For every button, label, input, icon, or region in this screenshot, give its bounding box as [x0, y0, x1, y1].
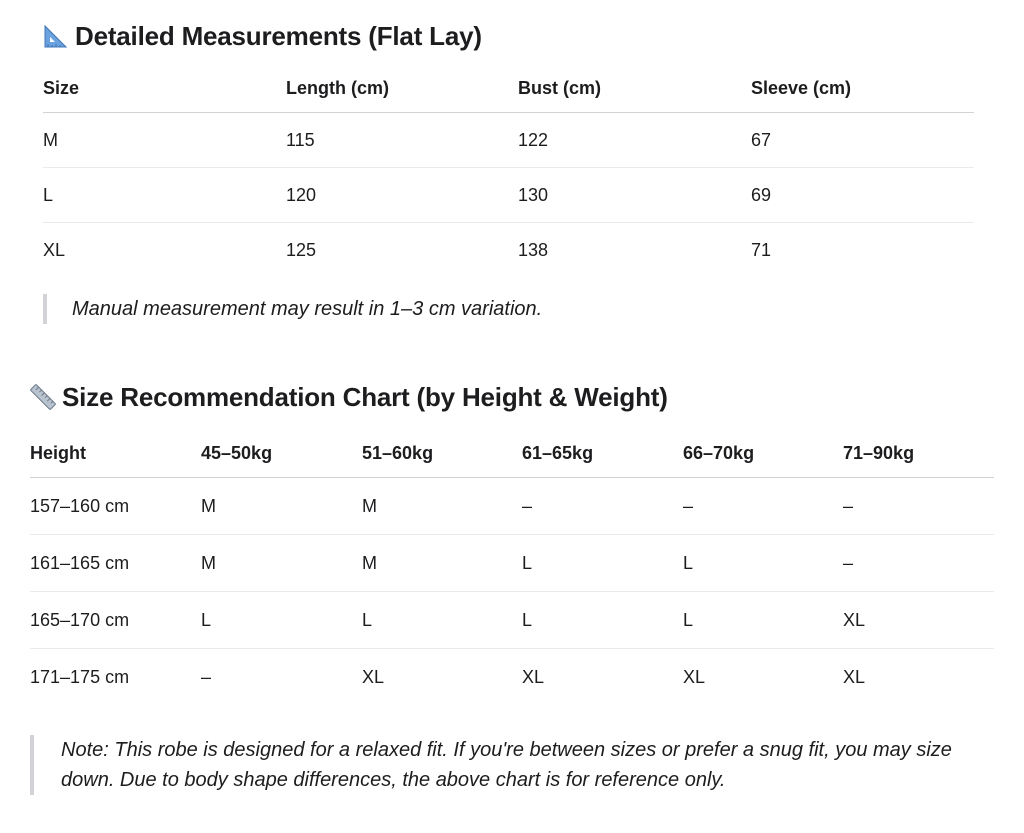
recommendation-header-row — [30, 429, 994, 478]
table-cell: XL — [43, 239, 66, 260]
table-cell: 71 — [751, 239, 772, 260]
measurements-heading — [43, 18, 974, 54]
table-cell: 138 — [518, 239, 549, 260]
measurements-title: Detailed Measurements (Flat Lay) — [75, 20, 482, 51]
table-cell: 120 — [286, 168, 518, 223]
table-cell: M — [43, 113, 286, 168]
table-cell: M — [362, 535, 522, 592]
table-cell: 67 — [751, 113, 974, 168]
table-cell: 122 — [518, 113, 751, 168]
table-cell: – — [843, 535, 994, 592]
table-cell: – — [522, 478, 683, 535]
table-cell: XL — [843, 592, 994, 649]
column-header: Bust (cm) — [518, 65, 751, 113]
fit-note: Note: This robe is designed for a relaxed fit. If you're between sizes or prefer a snug fit, you may size down. Due to body shape differences, the above chart is for reference only. — [30, 735, 991, 795]
table-cell: L — [201, 592, 362, 649]
column-header: 66–70kg — [683, 429, 843, 478]
column-header: 61–65kg — [522, 429, 683, 478]
recommendation-title: Size Recommendation Chart (by Height & Weight) — [62, 381, 668, 412]
table-cell: 125 — [286, 239, 317, 260]
table-cell: 130 — [518, 168, 751, 223]
column-header: 51–60kg — [362, 429, 522, 478]
table-row — [30, 535, 994, 592]
table-cell: 157–160 cm — [30, 478, 201, 535]
table-row — [43, 168, 974, 223]
table-row — [30, 478, 994, 535]
table-row — [30, 592, 994, 649]
triangle-ruler-icon — [43, 23, 69, 49]
measurements-section — [43, 18, 974, 324]
table-cell: XL — [683, 666, 706, 687]
table-cell: XL — [522, 666, 545, 687]
table-cell: M — [362, 478, 522, 535]
recommendation-table — [30, 429, 994, 705]
table-cell: XL — [843, 666, 866, 687]
table-cell: M — [201, 535, 362, 592]
table-cell: L — [522, 592, 683, 649]
table-row — [43, 113, 974, 168]
straight-ruler-icon — [30, 384, 56, 410]
table-cell: – — [843, 478, 994, 535]
table-row — [43, 223, 974, 278]
column-header: Height — [30, 429, 201, 478]
table-cell: 161–165 cm — [30, 535, 201, 592]
recommendation-section — [30, 379, 994, 795]
measurement-variation-note: Manual measurement may result in 1–3 cm variation. — [43, 294, 974, 324]
table-cell: L — [522, 535, 683, 592]
table-cell: XL — [362, 666, 385, 687]
table-cell: L — [362, 592, 522, 649]
column-header: 45–50kg — [201, 429, 362, 478]
table-cell: L — [683, 535, 843, 592]
table-row — [30, 649, 994, 706]
measurements-table — [43, 65, 974, 277]
table-cell: 115 — [286, 113, 518, 168]
table-cell: 171–175 cm — [30, 666, 130, 687]
table-cell: 69 — [751, 168, 974, 223]
table-cell: L — [43, 168, 286, 223]
table-cell: L — [683, 592, 843, 649]
column-header: Size — [43, 65, 286, 113]
column-header: Sleeve (cm) — [751, 65, 974, 113]
table-cell: M — [201, 478, 362, 535]
table-cell: – — [201, 666, 212, 687]
measurements-header-row — [43, 65, 974, 113]
column-header: Length (cm) — [286, 65, 518, 113]
recommendation-heading — [30, 379, 994, 415]
column-header: 71–90kg — [843, 429, 994, 478]
table-cell: 165–170 cm — [30, 592, 201, 649]
table-cell: – — [683, 478, 843, 535]
